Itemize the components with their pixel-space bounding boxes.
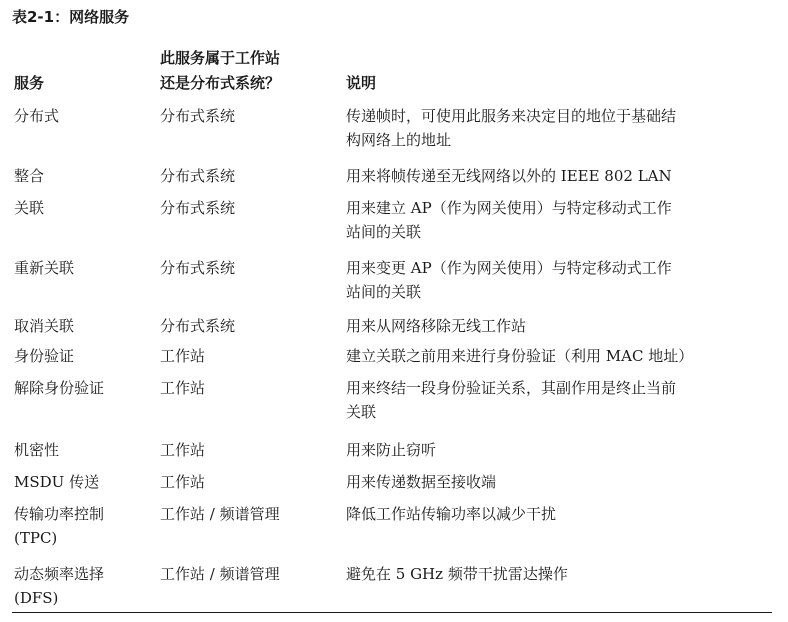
description-cell xyxy=(346,314,778,338)
service-cell: 重新关联 xyxy=(14,259,75,277)
description-cell xyxy=(346,562,778,586)
description-cell xyxy=(346,438,778,462)
description-line: 构网络上的地址 xyxy=(346,131,452,149)
description-cell xyxy=(346,256,778,304)
service-cell: 分布式 xyxy=(14,107,60,125)
service-cell: 取消关联 xyxy=(14,317,75,335)
service-cell: 解除身份验证 xyxy=(14,379,105,397)
service-cell xyxy=(14,502,154,550)
belongs-cell: 分布式系统 xyxy=(160,167,236,185)
column-header-belongs-line1: 此服务属于工作站 xyxy=(160,49,281,67)
service-cell: 关联 xyxy=(14,199,45,217)
description-cell xyxy=(346,104,778,152)
description-line: 用来将帧传递至无线网络以外的 IEEE 802 LAN xyxy=(346,167,672,185)
description-line: 建立关联之前用来进行身份验证（利用 MAC 地址） xyxy=(346,347,694,365)
belongs-cell: 分布式系统 xyxy=(160,199,236,217)
service-line: (DFS) xyxy=(14,589,59,607)
service-line: 传输功率控制 xyxy=(14,505,105,523)
description-line: 站间的关联 xyxy=(346,283,422,301)
belongs-cell: 工作站 xyxy=(160,347,206,365)
belongs-cell: 分布式系统 xyxy=(160,259,236,277)
column-header-description: 说明 xyxy=(346,74,377,92)
description-line: 用来从网络移除无线工作站 xyxy=(346,317,527,335)
belongs-cell: 工作站 xyxy=(160,441,206,459)
description-line: 用来终结一段身份验证关系，其副作用是终止当前 xyxy=(346,379,677,397)
belongs-cell: 工作站 / 频谱管理 xyxy=(160,565,280,583)
description-line: 用来建立 AP（作为网关使用）与特定移动式工作 xyxy=(346,199,672,217)
description-cell xyxy=(346,164,778,188)
description-cell xyxy=(346,470,778,494)
description-line: 传递帧时，可使用此服务来决定目的地位于基础结 xyxy=(346,107,677,125)
column-header-belongs-line2: 还是分布式系统？ xyxy=(160,74,281,92)
service-line: 动态频率选择 xyxy=(14,565,105,583)
belongs-cell: 工作站 / 频谱管理 xyxy=(160,505,280,523)
table-bottom-rule xyxy=(12,612,772,613)
table-caption: 表2-1：网络服务 xyxy=(12,8,130,26)
description-line: 用来防止窃听 xyxy=(346,441,437,459)
service-cell: 整合 xyxy=(14,167,45,185)
service-line: (TPC) xyxy=(14,529,58,547)
description-line: 避免在 5 GHz 频带干扰雷达操作 xyxy=(346,565,568,583)
column-header-belongs xyxy=(160,46,280,96)
column-header-service: 服务 xyxy=(14,74,45,92)
service-cell: 身份验证 xyxy=(14,347,75,365)
service-cell: MSDU 传送 xyxy=(14,473,100,491)
belongs-cell: 分布式系统 xyxy=(160,317,236,335)
description-cell xyxy=(346,344,778,368)
belongs-cell: 工作站 xyxy=(160,473,206,491)
description-line: 降低工作站传输功率以减少干扰 xyxy=(346,505,557,523)
description-line: 关联 xyxy=(346,403,377,421)
description-cell xyxy=(346,502,778,526)
belongs-cell: 工作站 xyxy=(160,379,206,397)
service-cell: 机密性 xyxy=(14,441,60,459)
description-cell xyxy=(346,196,778,244)
description-line: 站间的关联 xyxy=(346,223,422,241)
belongs-cell: 分布式系统 xyxy=(160,107,236,125)
description-cell xyxy=(346,376,778,424)
description-line: 用来传递数据至接收端 xyxy=(346,473,497,491)
service-cell xyxy=(14,562,154,610)
description-line: 用来变更 AP（作为网关使用）与特定移动式工作 xyxy=(346,259,672,277)
